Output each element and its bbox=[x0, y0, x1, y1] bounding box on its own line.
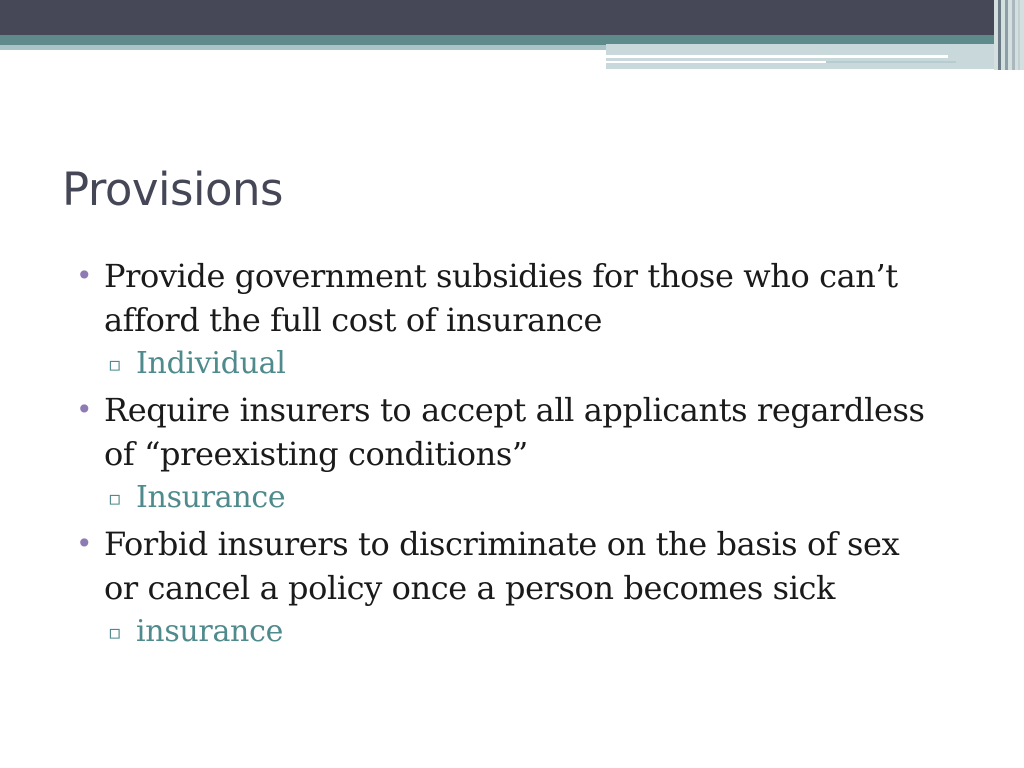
sub-bullet-text: insurance bbox=[136, 614, 284, 649]
sub-bullet-text: Insurance bbox=[136, 480, 286, 515]
bullet-list bbox=[72, 254, 972, 656]
vertical-stripe bbox=[998, 0, 1001, 70]
slide-title: Provisions bbox=[62, 163, 283, 216]
header-accent-line bbox=[606, 55, 948, 58]
sub-bullet-text: Individual bbox=[136, 346, 286, 381]
vertical-stripe bbox=[1012, 0, 1015, 70]
vertical-stripe bbox=[1018, 0, 1020, 70]
vertical-stripe bbox=[1005, 0, 1008, 70]
bullet-text: Forbid insurers to discriminate on the basis of sex or cancel a policy once a person becomes sick bbox=[104, 525, 900, 607]
bullet-text: Provide government subsidies for those who can’t afford the full cost of insurance bbox=[104, 257, 898, 339]
sub-bullet-item bbox=[72, 342, 972, 386]
header-accent-line bbox=[606, 61, 826, 63]
bullet-item bbox=[72, 254, 972, 342]
header-band-dark bbox=[0, 0, 1024, 35]
sub-bullet-square-icon: ▫ bbox=[108, 352, 122, 376]
bullet-item bbox=[72, 388, 972, 476]
bullet-dot-icon: • bbox=[76, 259, 93, 292]
header-vertical-stripes bbox=[994, 0, 1024, 70]
sub-bullet-item bbox=[72, 476, 972, 520]
bullet-dot-icon: • bbox=[76, 527, 93, 560]
sub-bullet-square-icon: ▫ bbox=[108, 486, 122, 510]
bullet-text: Require insurers to accept all applicants regardless of “preexisting conditions” bbox=[104, 391, 925, 473]
bullet-item bbox=[72, 522, 972, 610]
header-accent-line bbox=[826, 61, 956, 63]
sub-bullet-square-icon: ▫ bbox=[108, 620, 122, 644]
sub-bullet-item bbox=[72, 610, 972, 654]
bullet-dot-icon: • bbox=[76, 393, 93, 426]
